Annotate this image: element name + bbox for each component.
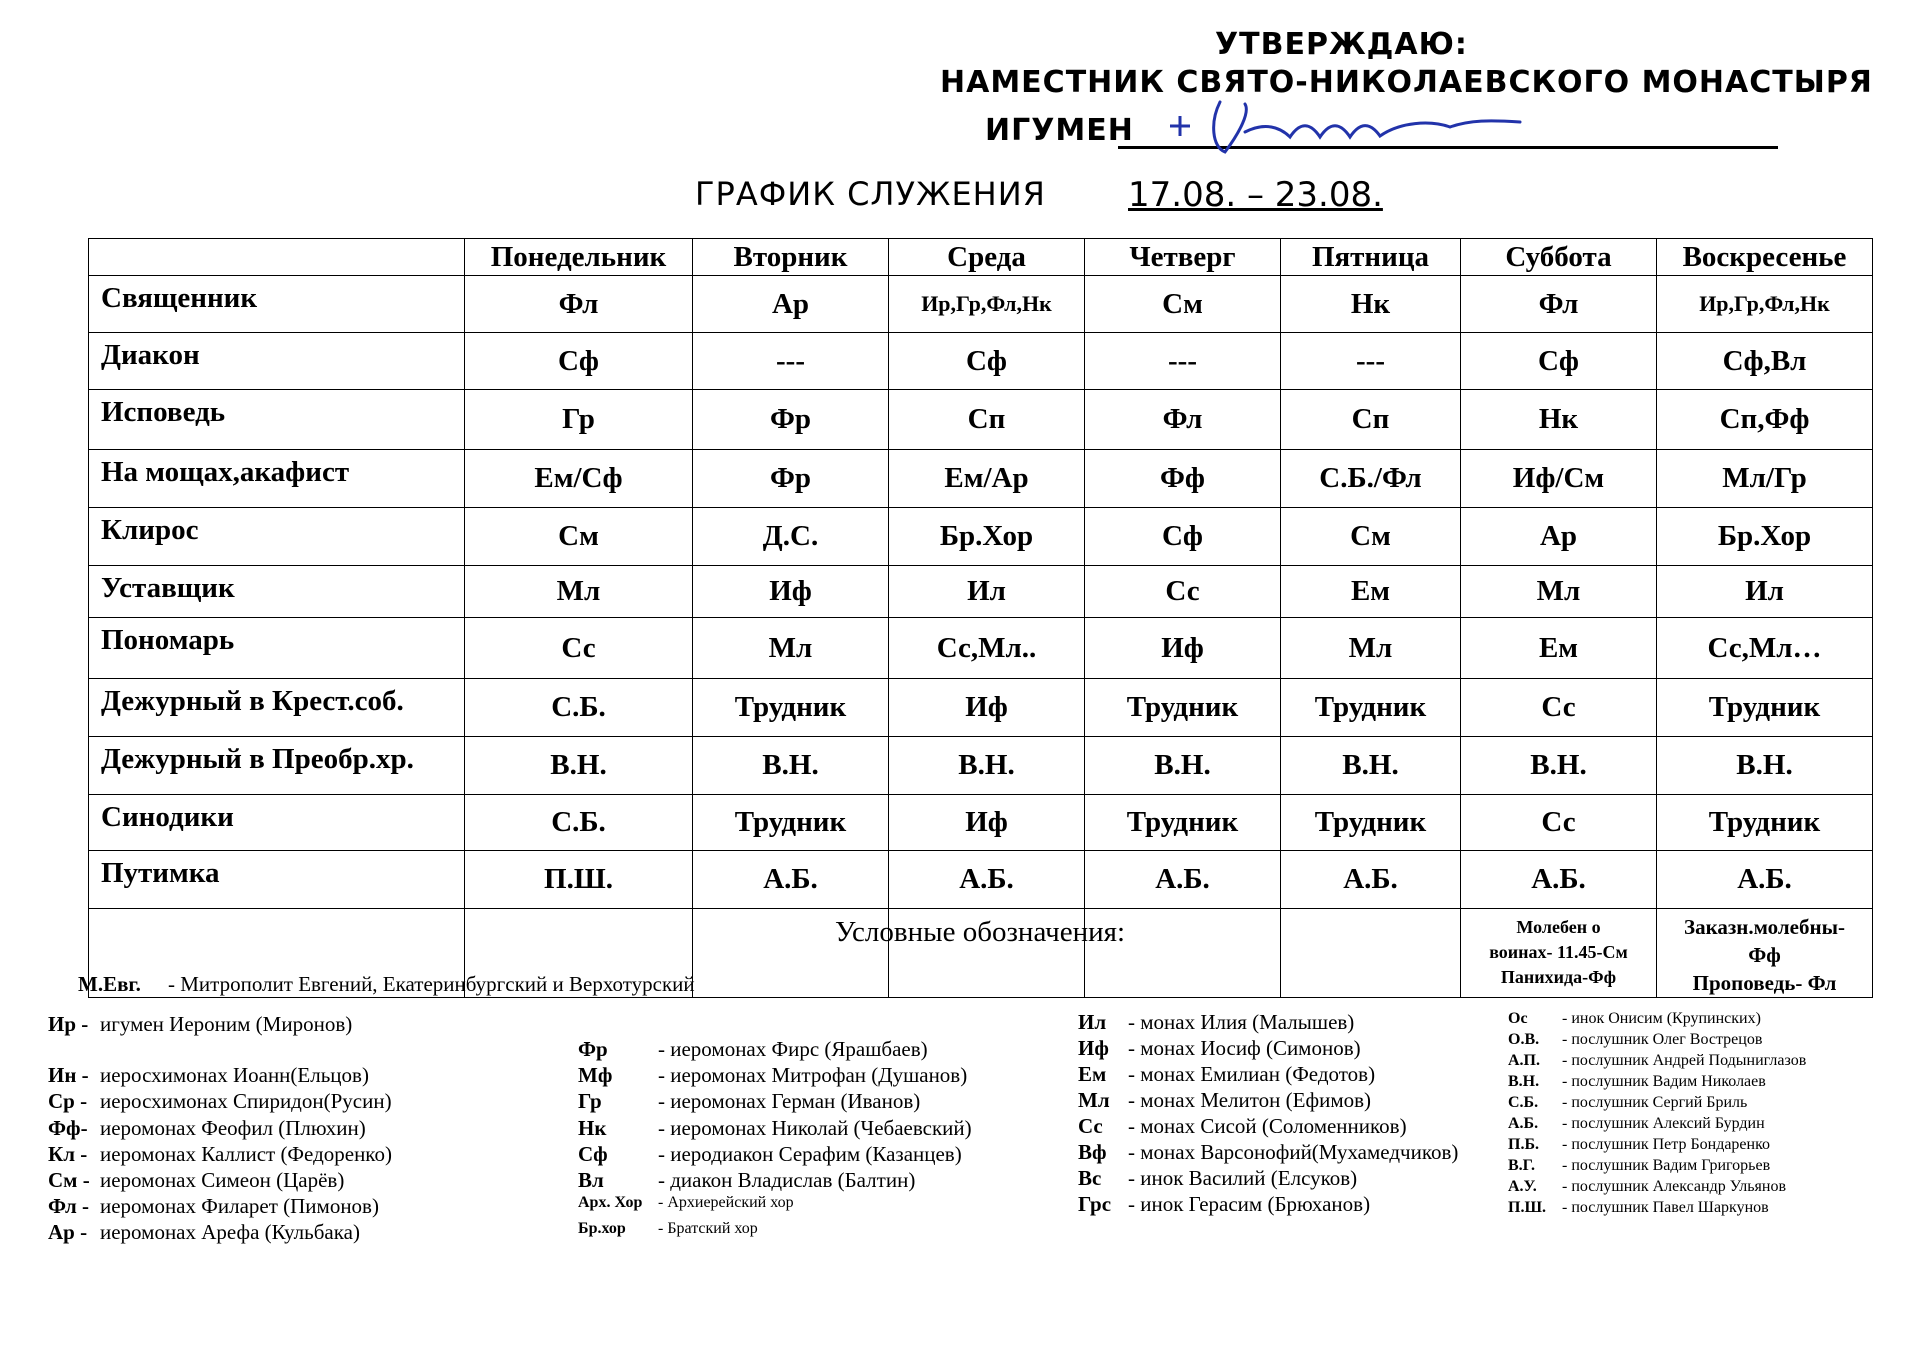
note-line: Проповедь- Фл [1692, 971, 1837, 995]
schedule-cell: Мл/Гр [1657, 450, 1873, 508]
schedule-dates: 17.08. – 23.08. [1128, 175, 1383, 215]
day-header: Четверг [1085, 239, 1281, 276]
legend-abbr: А.Б. [1508, 1115, 1539, 1132]
schedule-cell: Трудник [1657, 795, 1873, 851]
schedule-cell: Трудник [1085, 795, 1281, 851]
legend-abbr: Мл [1078, 1088, 1110, 1112]
schedule-cell: --- [693, 333, 889, 390]
schedule-table [88, 238, 1873, 998]
legend-entry [1078, 1036, 1361, 1061]
sunday-notes [1657, 909, 1873, 998]
schedule-cell: Ир,Гр,Фл,Нк [889, 276, 1085, 333]
legend-text: - послушник Вадим Григорьев [1562, 1157, 1771, 1174]
schedule-cell: Фл [465, 276, 693, 333]
approval-line-approve: УТВЕРЖДАЮ: [1215, 27, 1468, 62]
schedule-cell: А.Б. [1085, 851, 1281, 909]
schedule-cell: Иф/См [1461, 450, 1657, 508]
legend-abbr: В.Г. [1508, 1157, 1536, 1174]
legend-abbr: Вф [1078, 1140, 1107, 1164]
legend-text: - послушник Вадим Николаев [1562, 1073, 1766, 1090]
legend-entry [1508, 1052, 1806, 1070]
schedule-cell: А.Б. [1657, 851, 1873, 909]
schedule-cell: А.Б. [1281, 851, 1461, 909]
schedule-cell: Ил [889, 566, 1085, 618]
schedule-title: ГРАФИК СЛУЖЕНИЯ [695, 175, 1046, 213]
row-label: Пономарь [89, 618, 465, 679]
row-label: Дежурный в Преобр.хр. [89, 737, 465, 795]
legend-entry [1508, 1010, 1761, 1028]
legend-text: - послушник Александр Ульянов [1562, 1178, 1786, 1195]
schedule-row [89, 390, 1873, 450]
header-empty-cell [89, 239, 465, 276]
legend-entry [1078, 1010, 1354, 1035]
note-line: воинах- 11.45-См [1489, 942, 1628, 962]
handwritten-signature [1150, 92, 1530, 162]
schedule-cell: Трудник [1085, 679, 1281, 737]
schedule-cell: Сф [889, 333, 1085, 390]
legend-abbr: О.В. [1508, 1031, 1540, 1048]
day-header: Воскресенье [1657, 239, 1873, 276]
legend-text: иеромонах Феофил (Плюхин) [100, 1116, 366, 1140]
schedule-cell: Фф [1085, 450, 1281, 508]
schedule-cell: Нк [1281, 276, 1461, 333]
schedule-cell: Иф [1085, 618, 1281, 679]
legend-text: - иеродиакон Серафим (Казанцев) [658, 1142, 962, 1166]
saturday-notes [1461, 909, 1657, 998]
legend-abbr: М.Евг. [78, 972, 141, 996]
legend-abbr: Сф [578, 1142, 608, 1166]
schedule-cell: Ем [1281, 566, 1461, 618]
approval-line-hegumen: ИГУМЕН [985, 113, 1134, 148]
schedule-cell: Сс [1085, 566, 1281, 618]
schedule-cell: В.Н. [889, 737, 1085, 795]
legend-abbr: Ос [1508, 1010, 1528, 1027]
legend-abbr: Фф- [48, 1116, 88, 1140]
schedule-cell: Ар [1461, 508, 1657, 566]
schedule-cell: В.Н. [693, 737, 889, 795]
legend-entry [578, 1089, 920, 1114]
legend-text: иеросхимонах Иоанн(Ельцов) [100, 1063, 369, 1087]
legend-entry [1078, 1192, 1370, 1217]
schedule-cell: --- [1281, 333, 1461, 390]
legend-text: - монах Сисой (Соломенников) [1128, 1114, 1407, 1138]
legend-entry [578, 1194, 794, 1212]
schedule-row [89, 566, 1873, 618]
schedule-cell: Сс [465, 618, 693, 679]
legend-entry [48, 1168, 344, 1193]
schedule-cell: Ем/Сф [465, 450, 693, 508]
schedule-cell: Сф [1085, 508, 1281, 566]
row-label: Дежурный в Крест.соб. [89, 679, 465, 737]
row-label: Клирос [89, 508, 465, 566]
legend-text: - Архиерейский хор [658, 1194, 794, 1211]
schedule-cell: Фл [1085, 390, 1281, 450]
legend-text: иеромонах Симеон (Царёв) [100, 1168, 345, 1192]
schedule-cell: С.Б. [465, 795, 693, 851]
legend-abbr: Ар - [48, 1220, 88, 1244]
schedule-cell: Трудник [1657, 679, 1873, 737]
schedule-cell: Иф [889, 795, 1085, 851]
legend-entry [1078, 1062, 1375, 1087]
legend-abbr: П.Ш. [1508, 1199, 1547, 1216]
legend-abbr: Кл - [48, 1142, 88, 1166]
schedule-cell: Фр [693, 450, 889, 508]
legend-entry [1508, 1157, 1770, 1175]
schedule-row [89, 679, 1873, 737]
schedule-cell: Мл [1281, 618, 1461, 679]
schedule-cell: Ем/Ар [889, 450, 1085, 508]
schedule-cell: Гр [465, 390, 693, 450]
legend-entry [578, 1037, 928, 1062]
legend-entry [578, 1063, 967, 1088]
schedule-cell: А.Б. [889, 851, 1085, 909]
schedule-cell: Ар [693, 276, 889, 333]
schedule-cell: Сф [1461, 333, 1657, 390]
schedule-row [89, 851, 1873, 909]
legend-text: - послушник Сергий Бриль [1562, 1094, 1748, 1111]
schedule-cell: См [465, 508, 693, 566]
legend-entry [1508, 1094, 1747, 1112]
schedule-cell: Иф [889, 679, 1085, 737]
legend-text: - иеромонах Николай (Чебаевский) [658, 1116, 972, 1140]
schedule-row [89, 508, 1873, 566]
schedule-cell: А.Б. [693, 851, 889, 909]
legend-abbr: Мф [578, 1063, 613, 1087]
legend-entry [578, 1220, 758, 1238]
legend-abbr: Ср - [48, 1089, 88, 1113]
legend-entry [1078, 1166, 1357, 1191]
legend-text: иеросхимонах Спиридон(Русин) [100, 1089, 392, 1113]
schedule-cell: Трудник [1281, 795, 1461, 851]
legend-entry [578, 1142, 962, 1167]
schedule-cell: Фл [1461, 276, 1657, 333]
legend-abbr: Нк [578, 1116, 607, 1140]
day-header: Среда [889, 239, 1085, 276]
legend-text: иеромонах Арефа (Кульбака) [100, 1220, 360, 1244]
legend-text: - инок Онисим (Крупинских) [1562, 1010, 1761, 1027]
schedule-cell: Сс,Мл… [1657, 618, 1873, 679]
schedule-row [89, 737, 1873, 795]
approval-line-title: НАМЕСТНИК СВЯТО-НИКОЛАЕВСКОГО МОНАСТЫРЯ [940, 65, 1873, 100]
schedule-cell: Ем [1461, 618, 1657, 679]
schedule-cell: Сп,Фф [1657, 390, 1873, 450]
schedule-cell: --- [1085, 333, 1281, 390]
schedule-row [89, 618, 1873, 679]
legend-abbr: Ир - [48, 1012, 89, 1036]
note-line: Заказн.молебны- [1684, 915, 1845, 939]
legend-abbr: Бр.хор [578, 1220, 626, 1237]
legend-text: - инок Герасим (Брюханов) [1128, 1192, 1371, 1216]
legend-abbr: Фл - [48, 1194, 90, 1218]
schedule-cell: Нк [1461, 390, 1657, 450]
legend-abbr: В.Н. [1508, 1073, 1540, 1090]
legend-abbr: Ин - [48, 1063, 89, 1087]
schedule-cell: Трудник [693, 795, 889, 851]
legend-entry [1078, 1114, 1407, 1139]
schedule-cell: Сс [1461, 795, 1657, 851]
legend-text: - послушник Алексий Бурдин [1562, 1115, 1765, 1132]
legend-entry [78, 972, 695, 997]
legend-abbr: Ил [1078, 1010, 1107, 1034]
legend-entry [48, 1220, 360, 1245]
schedule-cell: Трудник [1281, 679, 1461, 737]
schedule-cell: Трудник [693, 679, 889, 737]
legend-text: - монах Мелитон (Ефимов) [1128, 1088, 1372, 1112]
row-label: Священник [89, 276, 465, 333]
legend-text: - инок Василий (Елсуков) [1128, 1166, 1358, 1190]
day-header: Суббота [1461, 239, 1657, 276]
legend-text: - иеромонах Герман (Иванов) [658, 1089, 921, 1113]
schedule-cell: Сп [1281, 390, 1461, 450]
legend-text: - иеромонах Митрофан (Душанов) [658, 1063, 968, 1087]
schedule-cell: А.Б. [1461, 851, 1657, 909]
legend-title: Условные обозначения: [835, 916, 1126, 948]
legend-abbr: Сс [1078, 1114, 1103, 1138]
schedule-cell: Сф,Вл [1657, 333, 1873, 390]
legend-entry [48, 1089, 392, 1114]
legend-text: - послушник Павел Шаркунов [1562, 1199, 1769, 1216]
row-label: Уставщик [89, 566, 465, 618]
legend-entry [1078, 1088, 1371, 1113]
legend-abbr: См - [48, 1168, 90, 1192]
legend-text: - монах Варсонофий(Мухамедчиков) [1128, 1140, 1459, 1164]
legend-entry [1508, 1115, 1765, 1133]
legend-entry [48, 1194, 379, 1219]
legend-abbr: Гр [578, 1089, 602, 1113]
schedule-row [89, 795, 1873, 851]
schedule-cell: Сп [889, 390, 1085, 450]
schedule-cell: Мл [465, 566, 693, 618]
schedule-cell: Иф [693, 566, 889, 618]
legend-abbr: Грс [1078, 1192, 1112, 1216]
schedule-cell: Ил [1657, 566, 1873, 618]
legend-text: - Митрополит Евгений, Екатеринбургский и Верхотурский [168, 972, 695, 996]
schedule-cell: Бр.Хор [1657, 508, 1873, 566]
legend-abbr: С.Б. [1508, 1094, 1539, 1111]
day-header: Вторник [693, 239, 889, 276]
legend-entry [48, 1142, 392, 1167]
legend-text: - послушник Петр Бондаренко [1562, 1136, 1771, 1153]
schedule-cell: С.Б. [465, 679, 693, 737]
schedule-row [89, 276, 1873, 333]
row-label: Диакон [89, 333, 465, 390]
legend-entry [48, 1012, 352, 1037]
legend-text: - Братский хор [658, 1220, 758, 1237]
schedule-cell: См [1085, 276, 1281, 333]
legend-text: игумен Иероним (Миронов) [100, 1012, 353, 1036]
note-line: Панихида-Фф [1500, 967, 1617, 987]
day-header: Понедельник [465, 239, 693, 276]
schedule-cell: Мл [693, 618, 889, 679]
legend-entry [1508, 1136, 1770, 1154]
row-label: На мощах,акафист [89, 450, 465, 508]
schedule-cell: Фр [693, 390, 889, 450]
schedule-cell: Сс,Мл.. [889, 618, 1085, 679]
legend-abbr: А.У. [1508, 1178, 1537, 1195]
legend-entry [1508, 1031, 1762, 1049]
note-line: Фф [1748, 943, 1781, 967]
legend-entry [1508, 1178, 1786, 1196]
legend-text: - иеромонах Фирс (Ярашбаев) [658, 1037, 928, 1061]
schedule-cell: П.Ш. [465, 851, 693, 909]
schedule-cell: См [1281, 508, 1461, 566]
legend-entry [578, 1116, 972, 1141]
schedule-cell: Бр.Хор [889, 508, 1085, 566]
legend-text: - монах Емилиан (Федотов) [1128, 1062, 1376, 1086]
schedule-cell: Ир,Гр,Фл,Нк [1657, 276, 1873, 333]
header-row [89, 239, 1873, 276]
legend-entry [1508, 1199, 1769, 1217]
legend-abbr: Иф [1078, 1036, 1109, 1060]
legend-abbr: Ем [1078, 1062, 1107, 1086]
legend-text: иеромонах Каллист (Федоренко) [100, 1142, 392, 1166]
note-line: Молебен о [1516, 917, 1601, 937]
row-label: Путимка [89, 851, 465, 909]
row-label: Синодики [89, 795, 465, 851]
legend-entry [1078, 1140, 1458, 1165]
legend-text: - монах Илия (Малышев) [1128, 1010, 1355, 1034]
schedule-row [89, 333, 1873, 390]
schedule-cell: В.Н. [1281, 737, 1461, 795]
legend-abbr: А.П. [1508, 1052, 1540, 1069]
legend-text: - диакон Владислав (Балтин) [658, 1168, 916, 1192]
schedule-cell: В.Н. [465, 737, 693, 795]
legend-abbr: П.Б. [1508, 1136, 1540, 1153]
schedule-cell: С.Б./Фл [1281, 450, 1461, 508]
legend-entry [578, 1168, 915, 1193]
schedule-cell: В.Н. [1085, 737, 1281, 795]
row-label: Исповедь [89, 390, 465, 450]
legend-abbr: Фр [578, 1037, 608, 1061]
legend-text: - монах Иосиф (Симонов) [1128, 1036, 1361, 1060]
legend-entry [48, 1063, 369, 1088]
schedule-row [89, 450, 1873, 508]
schedule-cell: Д.С. [693, 508, 889, 566]
schedule-cell: В.Н. [1461, 737, 1657, 795]
schedule-cell: Сс [1461, 679, 1657, 737]
legend-text: - послушник Олег Вострецов [1562, 1031, 1763, 1048]
legend-abbr: Вл [578, 1168, 604, 1192]
schedule-cell: В.Н. [1657, 737, 1873, 795]
legend-entry [1508, 1073, 1766, 1091]
day-header: Пятница [1281, 239, 1461, 276]
legend-text: иеромонах Филарет (Пимонов) [100, 1194, 379, 1218]
schedule-cell: Сф [465, 333, 693, 390]
legend-entry [48, 1116, 366, 1141]
notes-empty-cell [1281, 909, 1461, 998]
legend-abbr: Арх. Хор [578, 1194, 643, 1211]
legend-abbr: Вс [1078, 1166, 1102, 1190]
legend-text: - послушник Андрей Подыниглазов [1562, 1052, 1807, 1069]
schedule-cell: Мл [1461, 566, 1657, 618]
